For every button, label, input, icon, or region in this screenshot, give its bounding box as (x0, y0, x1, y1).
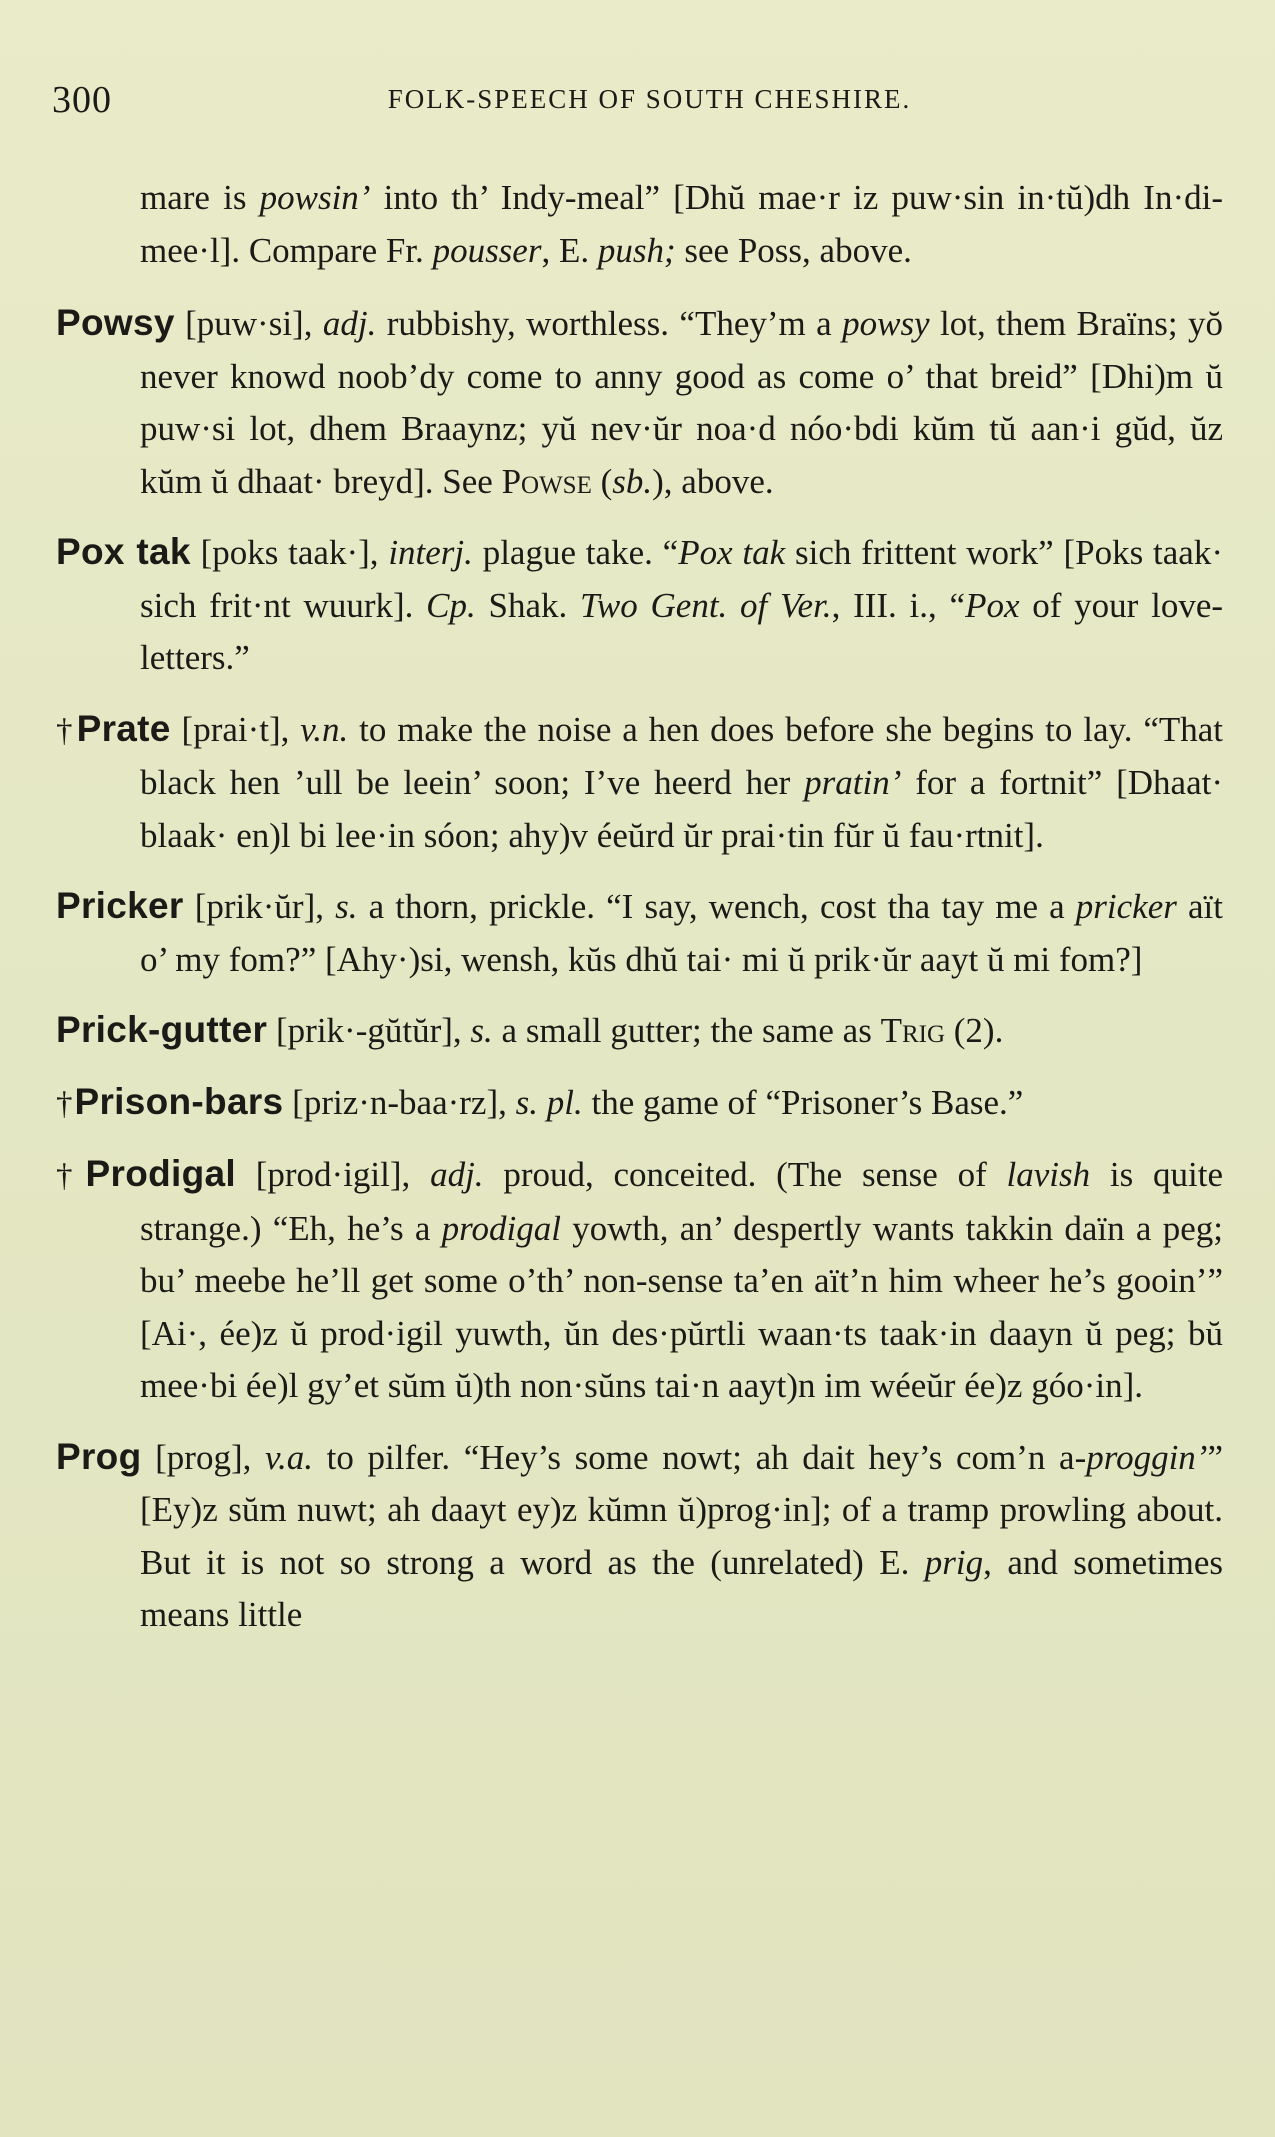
text-run: sich frittent work” [Poks taak· sich frit·nt wuurk]. (140, 533, 1223, 625)
text-run: the game of “Prisoner’s Base.” (582, 1082, 1024, 1122)
italic-run: Pox (965, 585, 1020, 625)
running-title: FOLK-SPEECH OF SOUTH CHESHIRE. (387, 84, 912, 114)
part-of-speech: interj. (388, 533, 473, 572)
dagger-mark: † (56, 1158, 84, 1194)
text-run: yowth, an’ despertly wants takkin daïn a peg; bu’ meebe he’ll get some o’th’ non-sense ta’en aït’n him wheer he’s gooin’” [Ai·, ée)z ŭ prod·igil yuwth, ŭn des·pŭrtli waan·ts taak·in daayn ŭ peg; bŭ mee·bi ée)l gy’et sŭm ŭ)th non·sŭns tai·n aayt)n im wéeŭr ée)z góo·in]. (140, 1208, 1223, 1405)
text-run: is quite strange.) “Eh, he’s a (140, 1155, 1224, 1248)
italic-run: powsy (842, 304, 930, 343)
italic-run: powsin’ (259, 178, 371, 217)
text-run: , E. (541, 230, 598, 270)
italic-run: prodigal (441, 1208, 561, 1248)
italic-run: sb. (612, 461, 653, 501)
headword: Prick-gutter (56, 1009, 268, 1050)
headword: Prog (56, 1435, 142, 1477)
text-run: rubbishy, worthless. “They’m a (376, 304, 843, 343)
headword: Pricker (56, 885, 184, 926)
headword: Pox tak (56, 531, 191, 572)
text-run: to pilfer. “Hey’s some nowt; ah dait hey’s com’n a- (312, 1437, 1087, 1477)
text-run: to make the noise a hen does before she begins to lay. “That black hen ’ull be leein’ soon; I’ve heerd her (140, 709, 1223, 802)
text-run: see Poss, above. (675, 230, 912, 270)
part-of-speech: s. (335, 887, 358, 926)
italic-run: lavish (1006, 1155, 1091, 1194)
part-of-speech: adj. (430, 1155, 484, 1194)
text-run: ” [Ey)z sŭm nuwt; ah daayt ey)z kŭmn ŭ)prog·in]; of a tramp prowling about. But it is not so strong a word as the (unrelated) E. (140, 1437, 1223, 1582)
entry-pox-tak (56, 526, 1223, 685)
pronunciation: [poks taak·], (190, 533, 389, 572)
part-of-speech: s. (470, 1011, 493, 1050)
part-of-speech: adj. (322, 304, 377, 343)
text-run: a thorn, prickle. “I say, wench, cost tha tay me a (357, 887, 1076, 926)
page-header (52, 78, 1227, 128)
text-run: ), above. (652, 461, 774, 501)
text-run: aït o’ my fom?” [Ahy·)si, wensh, kŭs dhŭ tai· mi ŭ prik·ŭr aayt ŭ mi fom?] (140, 887, 1223, 979)
pronunciation: [prik·ŭr], (183, 887, 336, 926)
page-number: 300 (52, 79, 112, 121)
text-run: into th’ Indy-meal” [Dhŭ mae·r iz puw·sin in·tŭ)dh In·di-mee·l]. Compare Fr. (140, 178, 1223, 270)
entry-pricker (56, 880, 1223, 986)
italic-run: Cp. (426, 585, 476, 625)
entry-prick-gutter (56, 1004, 1223, 1058)
text-run: for a fortnit” [Dhaat· blaak· en)l bi lee·in sóon; ahy)v éeŭrd ŭr prai·tin fŭr ŭ fau·rtnit]. (140, 763, 1223, 855)
pronunciation: [prog], (141, 1437, 266, 1477)
italic-run: proggin’ (1086, 1437, 1208, 1477)
small-caps-run: Powse (501, 461, 592, 501)
text-run: lot, them Braïns; yŏ never knowd noob’dy come to anny good as come o’ that breid” [Dhi)m ŭ puw·si lot, dhem Braaynz; yŭ nev·ŭr noa·d nóo·bdi kŭm tŭ aan·i gŭd, ŭz kŭm ŭ dhaat· breyd]. See (140, 304, 1223, 501)
entry-prog (56, 1431, 1223, 1642)
text-run: , III. i., “ (831, 585, 966, 625)
dictionary-body (56, 172, 1223, 1642)
text-run: ( (591, 461, 613, 501)
dagger-mark: † (56, 712, 75, 749)
italic-run: pratin’ (804, 763, 902, 802)
small-caps-run: Trig (880, 1011, 946, 1050)
pronunciation: [priz·n-baa·rz], (283, 1082, 516, 1122)
text-run: (2). (945, 1011, 1004, 1050)
entry-prate (56, 703, 1223, 863)
part-of-speech: s. pl. (515, 1082, 583, 1122)
headword: Prodigal (85, 1153, 236, 1194)
pronunciation: [puw·si], (174, 304, 323, 343)
italic-run: Pox tak (678, 533, 786, 572)
continuation-paragraph (140, 172, 1223, 277)
pronunciation: [prik·-gŭtŭr], (267, 1011, 471, 1050)
text-run: proud, conceited. (The sense of (483, 1155, 1007, 1194)
text-run: a small gutter; the same as (492, 1011, 881, 1050)
pronunciation: [prai·t], (170, 709, 301, 749)
italic-run: pousser (432, 230, 542, 270)
part-of-speech: v.n. (300, 709, 349, 749)
headword: Prate (76, 707, 171, 749)
text-run: Shak. (475, 585, 581, 625)
entry-prodigal (56, 1148, 1223, 1413)
italic-run: pricker (1075, 887, 1177, 926)
text-run: plague take. “ (472, 533, 679, 572)
headword: Prison-bars (74, 1080, 284, 1122)
part-of-speech: v.a. (265, 1437, 313, 1477)
dagger-mark: † (56, 1085, 73, 1122)
text-run: , and sometimes means little (140, 1542, 1223, 1634)
pronunciation: [prod·igil], (235, 1155, 431, 1194)
italic-run: push; (597, 230, 676, 270)
italic-run: prig (924, 1542, 984, 1582)
text-run: of your love-letters.” (140, 585, 1224, 677)
entry-prison-bars (56, 1076, 1223, 1131)
entry-powsy (56, 297, 1223, 508)
headword: Powsy (56, 302, 175, 343)
italic-run: Two Gent. of Ver. (580, 585, 832, 625)
text-run: mare is (140, 178, 260, 217)
